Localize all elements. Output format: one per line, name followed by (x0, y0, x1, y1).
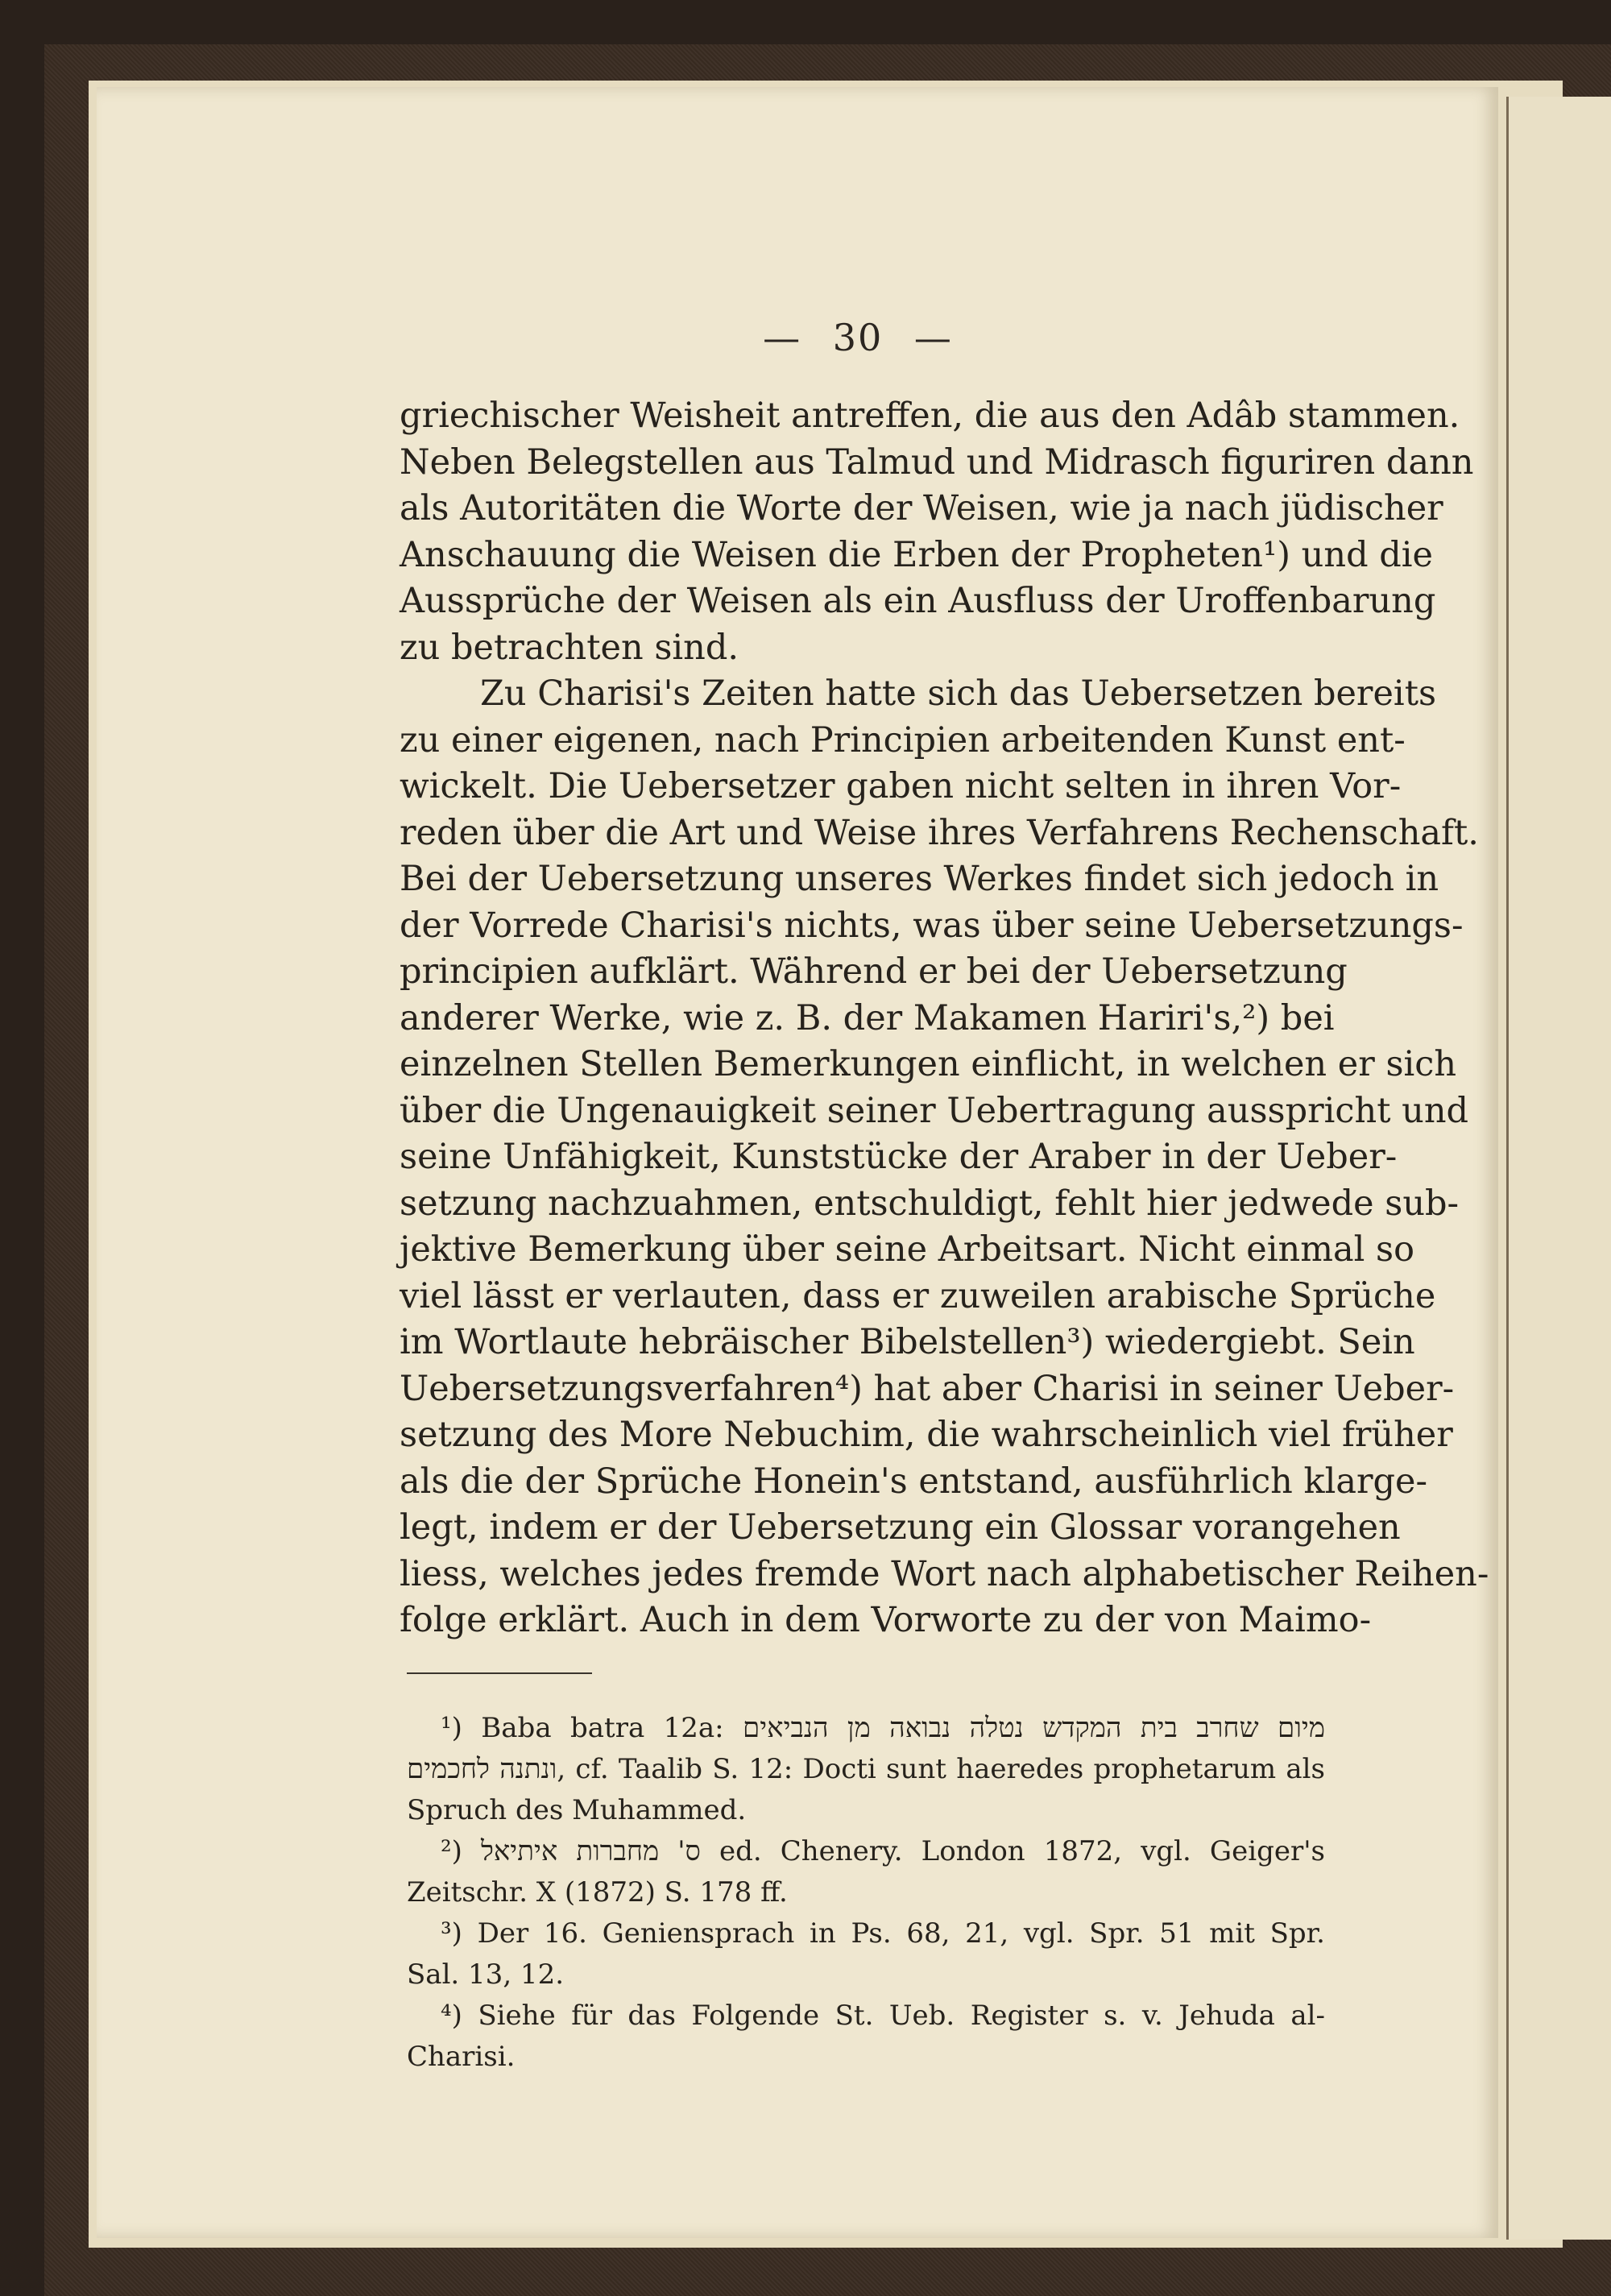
text-line: zu einer eigenen, nach Principien arbeitenden Kunst ent- (400, 719, 1406, 760)
facing-page-edge (1506, 97, 1611, 2240)
text-line: principien aufklärt. Während er bei der Uebersetzung (400, 951, 1348, 992)
text-line: legt, indem er der Uebersetzung ein Glossar vorangehen (400, 1507, 1401, 1548)
text-line: folge erklärt. Auch in dem Vorworte zu der von Maimo- (400, 1600, 1372, 1640)
text-line: einzelnen Stellen Bemerkungen einflicht, in welchen er sich (400, 1044, 1457, 1084)
footnote-rule (407, 1672, 592, 1674)
text-line: als Autoritäten die Worte der Weisen, wie ja nach jüdischer (400, 488, 1443, 528)
footnote-line: Charisi. (407, 2041, 516, 2073)
text-line: über die Ungenauigkeit seiner Uebertragung ausspricht und (400, 1090, 1469, 1131)
header-dash-left: — (763, 316, 802, 359)
text-line: reden über die Art und Weise ihres Verfahrens Rechenschaft. (400, 812, 1479, 853)
text-line: viel lässt er verlauten, dass er zuweilen arabische Sprüche (400, 1275, 1436, 1316)
footnote-line: Sal. 13, 12. (407, 1958, 565, 1991)
footnote-line: ונתנה לחכמים, cf. Taalib S. 12: Docti sunt haeredes prophetarum als (407, 1753, 1325, 1785)
text-line: setzung des More Nebuchim, die wahrscheinlich viel früher (400, 1415, 1453, 1455)
footnote-line: ³) Der 16. Geniensprach in Ps. 68, 21, vgl. Spr. 51 mit Spr. (441, 1917, 1325, 1950)
text-line: im Wortlaute hebräischer Bibelstellen³) wiedergiebt. Sein (400, 1322, 1415, 1362)
header-dash-right: — (913, 316, 953, 359)
text-line: wickelt. Die Uebersetzer gaben nicht selten in ihren Vor- (400, 766, 1402, 806)
page-header (0, 316, 1611, 359)
footnote-line: ⁴) Siehe für das Folgende St. Ueb. Register s. v. Jehuda al- (441, 2000, 1325, 2032)
text-line: Zu Charisi's Zeiten hatte sich das Uebersetzen bereits (480, 673, 1437, 714)
main-text (400, 393, 1489, 1644)
footnote-line: ¹) Baba batra 12a: מיום שחרב בית המקדש נטלה נבואה מן הנביאים (441, 1712, 1325, 1744)
footnote-line: ²) ס' מחברות איתיאל ed. Chenery. London 1872, vgl. Geiger's (441, 1835, 1326, 1867)
footnote-line: Zeitschr. X (1872) S. 178 ff. (407, 1876, 788, 1908)
text-line: seine Unfähigkeit, Kunststücke der Araber in der Ueber- (400, 1137, 1398, 1177)
text-line: Uebersetzungsverfahren⁴) hat aber Charisi in seiner Ueber- (400, 1368, 1455, 1409)
text-line: Neben Belegstellen aus Talmud und Midrasch figuriren dann (400, 441, 1474, 483)
text-line: griechischer Weisheit antreffen, die aus den Adâb stammen. (400, 396, 1460, 436)
text-line: anderer Werke, wie z. B. der Makamen Hariri's,²) bei (400, 997, 1335, 1038)
text-line: Anschauung die Weisen die Erben der Propheten¹) und die (400, 534, 1433, 575)
text-line: Bei der Uebersetzung unseres Werkes findet sich jedoch in (400, 859, 1439, 899)
text-line: als die der Sprüche Honein's entstand, ausführlich klarge- (400, 1461, 1428, 1502)
text-line: zu betrachten sind. (400, 627, 739, 668)
text-line: liess, welches jedes fremde Wort nach alphabetischer Reihen- (400, 1553, 1489, 1594)
footnotes (407, 1708, 1325, 2078)
text-line: setzung nachzuahmen, entschuldigt, fehlt hier jedwede sub- (400, 1183, 1460, 1224)
text-line: Aussprüche der Weisen als ein Ausfluss der Uroffenbarung (400, 581, 1436, 621)
footnote-line: Spruch des Muhammed. (407, 1794, 747, 1826)
text-line: der Vorrede Charisi's nichts, was über seine Uebersetzungs- (400, 905, 1464, 946)
text-line: jektive Bemerkung über seine Arbeitsart. Nicht einmal so (400, 1229, 1414, 1270)
page-number: 30 (832, 316, 884, 359)
